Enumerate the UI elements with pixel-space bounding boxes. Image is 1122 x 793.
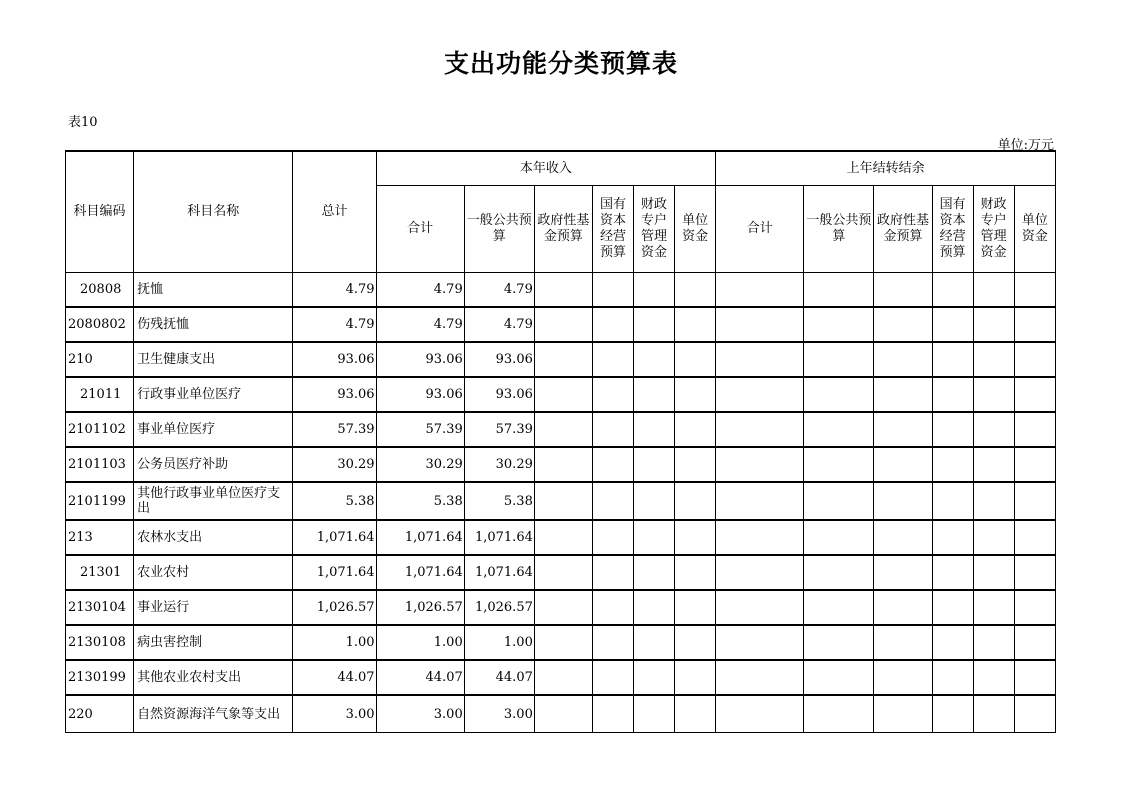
cell-cy-general: 3.00 xyxy=(464,695,534,733)
cell-empty xyxy=(1014,342,1055,377)
cell-code: 213 xyxy=(66,520,134,555)
header-cy-0: 合计 xyxy=(376,186,464,273)
cell-empty xyxy=(534,590,592,625)
table-row xyxy=(66,447,1056,482)
cell-total: 57.39 xyxy=(293,412,376,447)
table-body xyxy=(66,273,1056,733)
cell-empty xyxy=(534,695,592,733)
cell-code: 2130199 xyxy=(66,660,134,695)
table-row xyxy=(66,590,1056,625)
unit-label: 单位:万元 xyxy=(997,138,1054,153)
cell-empty xyxy=(716,412,804,447)
cell-cy-general: 4.79 xyxy=(464,307,534,342)
cell-empty xyxy=(675,307,716,342)
cell-empty xyxy=(804,660,874,695)
cell-total: 44.07 xyxy=(293,660,376,695)
cell-cy-sum: 57.39 xyxy=(376,412,464,447)
cell-empty xyxy=(874,590,932,625)
cell-empty xyxy=(592,482,633,520)
cell-empty xyxy=(634,447,675,482)
cell-cy-general: 30.29 xyxy=(464,447,534,482)
cell-empty xyxy=(634,555,675,590)
cell-empty xyxy=(534,412,592,447)
cell-empty xyxy=(716,447,804,482)
cell-cy-general: 93.06 xyxy=(464,377,534,412)
header-cy-3: 国有资本经营预算 xyxy=(592,186,633,273)
cell-cy-general: 1.00 xyxy=(464,625,534,660)
cell-empty xyxy=(534,625,592,660)
cell-name: 抚恤 xyxy=(134,273,293,308)
cell-empty xyxy=(1014,447,1055,482)
cell-empty xyxy=(592,447,633,482)
cell-empty xyxy=(592,590,633,625)
cell-empty xyxy=(534,273,592,308)
cell-empty xyxy=(804,520,874,555)
cell-code: 2080802 xyxy=(66,307,134,342)
table-row xyxy=(66,625,1056,660)
cell-empty xyxy=(874,625,932,660)
cell-empty xyxy=(932,625,973,660)
cell-code: 2101103 xyxy=(66,447,134,482)
cell-empty xyxy=(973,625,1014,660)
cell-empty xyxy=(804,273,874,308)
table-row xyxy=(66,695,1056,733)
cell-empty xyxy=(716,625,804,660)
cell-cy-sum: 93.06 xyxy=(376,342,464,377)
cell-cy-sum: 44.07 xyxy=(376,660,464,695)
cell-empty xyxy=(592,342,633,377)
cell-name: 事业单位医疗 xyxy=(134,412,293,447)
cell-empty xyxy=(675,447,716,482)
cell-empty xyxy=(1014,412,1055,447)
cell-empty xyxy=(932,555,973,590)
cell-code: 220 xyxy=(66,695,134,733)
cell-empty xyxy=(932,590,973,625)
cell-code: 21011 xyxy=(66,377,134,412)
cell-empty xyxy=(932,307,973,342)
cell-empty xyxy=(716,555,804,590)
cell-empty xyxy=(716,342,804,377)
cell-cy-general: 1,071.64 xyxy=(464,555,534,590)
cell-cy-general: 1,071.64 xyxy=(464,520,534,555)
cell-empty xyxy=(534,447,592,482)
cell-empty xyxy=(973,590,1014,625)
cell-empty xyxy=(874,412,932,447)
cell-cy-sum: 5.38 xyxy=(376,482,464,520)
cell-empty xyxy=(675,412,716,447)
cell-empty xyxy=(973,660,1014,695)
cell-code: 2130104 xyxy=(66,590,134,625)
cell-empty xyxy=(932,412,973,447)
cell-name: 病虫害控制 xyxy=(134,625,293,660)
cell-empty xyxy=(874,482,932,520)
cell-total: 30.29 xyxy=(293,447,376,482)
cell-empty xyxy=(634,590,675,625)
cell-cy-sum: 1,071.64 xyxy=(376,555,464,590)
cell-empty xyxy=(1014,695,1055,733)
cell-empty xyxy=(675,482,716,520)
cell-empty xyxy=(973,412,1014,447)
cell-empty xyxy=(874,273,932,308)
table-row xyxy=(66,412,1056,447)
header-current-year: 本年收入 xyxy=(376,151,716,186)
cell-empty xyxy=(716,377,804,412)
cell-empty xyxy=(874,342,932,377)
header-cy-5: 单位资金 xyxy=(675,186,716,273)
cell-total: 1.00 xyxy=(293,625,376,660)
cell-empty xyxy=(634,520,675,555)
cell-empty xyxy=(592,555,633,590)
cell-code: 2101102 xyxy=(66,412,134,447)
header-py-1: 一般公共预算 xyxy=(804,186,874,273)
page-title: 支出功能分类预算表 xyxy=(443,49,678,78)
header-cy-2: 政府性基金预算 xyxy=(534,186,592,273)
table-row xyxy=(66,273,1056,308)
cell-empty xyxy=(716,695,804,733)
cell-empty xyxy=(874,377,932,412)
table-row xyxy=(66,660,1056,695)
cell-empty xyxy=(932,447,973,482)
cell-empty xyxy=(874,695,932,733)
table-row xyxy=(66,307,1056,342)
cell-cy-general: 93.06 xyxy=(464,342,534,377)
header-name: 科目名称 xyxy=(134,151,293,273)
cell-empty xyxy=(1014,660,1055,695)
cell-empty xyxy=(716,307,804,342)
cell-empty xyxy=(1014,482,1055,520)
cell-empty xyxy=(973,307,1014,342)
cell-empty xyxy=(592,412,633,447)
cell-total: 93.06 xyxy=(293,342,376,377)
cell-empty xyxy=(534,482,592,520)
header-py-0: 合计 xyxy=(716,186,804,273)
cell-empty xyxy=(534,342,592,377)
cell-total: 1,071.64 xyxy=(293,520,376,555)
cell-cy-sum: 1,071.64 xyxy=(376,520,464,555)
cell-empty xyxy=(1014,307,1055,342)
cell-name: 伤残抚恤 xyxy=(134,307,293,342)
cell-name: 卫生健康支出 xyxy=(134,342,293,377)
cell-empty xyxy=(592,273,633,308)
cell-name: 公务员医疗补助 xyxy=(134,447,293,482)
cell-total: 1,026.57 xyxy=(293,590,376,625)
cell-empty xyxy=(592,660,633,695)
cell-empty xyxy=(804,307,874,342)
cell-empty xyxy=(973,273,1014,308)
table-row xyxy=(66,342,1056,377)
cell-empty xyxy=(973,447,1014,482)
cell-empty xyxy=(973,482,1014,520)
cell-name: 农林水支出 xyxy=(134,520,293,555)
cell-total: 4.79 xyxy=(293,307,376,342)
cell-name: 自然资源海洋气象等支出 xyxy=(134,695,293,733)
cell-total: 3.00 xyxy=(293,695,376,733)
header-total: 总计 xyxy=(293,151,376,273)
cell-empty xyxy=(634,307,675,342)
cell-empty xyxy=(874,520,932,555)
header-prior-year: 上年结转结余 xyxy=(716,151,1056,186)
cell-cy-general: 57.39 xyxy=(464,412,534,447)
header-py-2: 政府性基金预算 xyxy=(874,186,932,273)
cell-empty xyxy=(534,307,592,342)
cell-empty xyxy=(973,520,1014,555)
cell-total: 1,071.64 xyxy=(293,555,376,590)
header-py-3: 国有资本经营预算 xyxy=(932,186,973,273)
cell-empty xyxy=(634,342,675,377)
budget-table xyxy=(65,150,1056,733)
cell-code: 21301 xyxy=(66,555,134,590)
cell-empty xyxy=(675,377,716,412)
cell-empty xyxy=(716,660,804,695)
cell-empty xyxy=(973,695,1014,733)
cell-cy-general: 5.38 xyxy=(464,482,534,520)
cell-empty xyxy=(804,482,874,520)
cell-cy-sum: 1.00 xyxy=(376,625,464,660)
cell-empty xyxy=(675,342,716,377)
cell-empty xyxy=(592,520,633,555)
cell-empty xyxy=(634,625,675,660)
cell-empty xyxy=(874,660,932,695)
table-number: 表10 xyxy=(68,115,98,130)
cell-code: 2101199 xyxy=(66,482,134,520)
table-row xyxy=(66,377,1056,412)
cell-empty xyxy=(1014,590,1055,625)
cell-cy-sum: 4.79 xyxy=(376,273,464,308)
cell-empty xyxy=(634,273,675,308)
cell-cy-sum: 93.06 xyxy=(376,377,464,412)
cell-empty xyxy=(804,447,874,482)
cell-empty xyxy=(592,377,633,412)
cell-empty xyxy=(716,482,804,520)
cell-empty xyxy=(592,695,633,733)
cell-empty xyxy=(675,695,716,733)
cell-empty xyxy=(1014,377,1055,412)
cell-name: 其他农业农村支出 xyxy=(134,660,293,695)
cell-empty xyxy=(932,695,973,733)
header-py-4: 财政专户管理资金 xyxy=(973,186,1014,273)
cell-empty xyxy=(634,377,675,412)
cell-empty xyxy=(675,660,716,695)
cell-name: 其他行政事业单位医疗支出 xyxy=(134,482,293,520)
cell-empty xyxy=(592,307,633,342)
cell-empty xyxy=(1014,555,1055,590)
cell-total: 93.06 xyxy=(293,377,376,412)
header-code: 科目编码 xyxy=(66,151,134,273)
cell-name: 行政事业单位医疗 xyxy=(134,377,293,412)
cell-empty xyxy=(932,660,973,695)
cell-empty xyxy=(675,590,716,625)
cell-empty xyxy=(634,412,675,447)
cell-empty xyxy=(634,482,675,520)
cell-empty xyxy=(1014,520,1055,555)
cell-cy-sum: 4.79 xyxy=(376,307,464,342)
cell-empty xyxy=(716,273,804,308)
cell-empty xyxy=(534,660,592,695)
cell-empty xyxy=(534,555,592,590)
cell-cy-general: 1,026.57 xyxy=(464,590,534,625)
table-row xyxy=(66,482,1056,520)
cell-empty xyxy=(1014,625,1055,660)
cell-empty xyxy=(716,520,804,555)
cell-cy-sum: 3.00 xyxy=(376,695,464,733)
cell-empty xyxy=(716,590,804,625)
header-cy-1: 一般公共预算 xyxy=(464,186,534,273)
cell-empty xyxy=(874,447,932,482)
cell-empty xyxy=(804,377,874,412)
cell-cy-sum: 30.29 xyxy=(376,447,464,482)
cell-empty xyxy=(973,342,1014,377)
cell-empty xyxy=(804,342,874,377)
table-row xyxy=(66,520,1056,555)
header-py-5: 单位资金 xyxy=(1014,186,1055,273)
cell-empty xyxy=(932,273,973,308)
cell-empty xyxy=(592,625,633,660)
cell-empty xyxy=(932,342,973,377)
cell-empty xyxy=(675,625,716,660)
cell-empty xyxy=(675,273,716,308)
cell-empty xyxy=(973,377,1014,412)
cell-empty xyxy=(932,482,973,520)
cell-empty xyxy=(534,520,592,555)
table-row xyxy=(66,555,1056,590)
cell-empty xyxy=(634,695,675,733)
cell-empty xyxy=(534,377,592,412)
cell-code: 210 xyxy=(66,342,134,377)
cell-empty xyxy=(1014,273,1055,308)
cell-empty xyxy=(973,555,1014,590)
cell-code: 20808 xyxy=(66,273,134,308)
cell-empty xyxy=(675,520,716,555)
cell-empty xyxy=(874,555,932,590)
cell-empty xyxy=(932,377,973,412)
cell-empty xyxy=(804,590,874,625)
cell-cy-sum: 1,026.57 xyxy=(376,590,464,625)
cell-total: 4.79 xyxy=(293,273,376,308)
cell-empty xyxy=(804,695,874,733)
cell-code: 2130108 xyxy=(66,625,134,660)
cell-empty xyxy=(804,555,874,590)
cell-empty xyxy=(874,307,932,342)
cell-cy-general: 44.07 xyxy=(464,660,534,695)
cell-name: 农业农村 xyxy=(134,555,293,590)
cell-empty xyxy=(675,555,716,590)
cell-total: 5.38 xyxy=(293,482,376,520)
cell-empty xyxy=(634,660,675,695)
cell-name: 事业运行 xyxy=(134,590,293,625)
header-cy-4: 财政专户管理资金 xyxy=(634,186,675,273)
cell-empty xyxy=(932,520,973,555)
cell-empty xyxy=(804,412,874,447)
cell-empty xyxy=(804,625,874,660)
cell-cy-general: 4.79 xyxy=(464,273,534,308)
